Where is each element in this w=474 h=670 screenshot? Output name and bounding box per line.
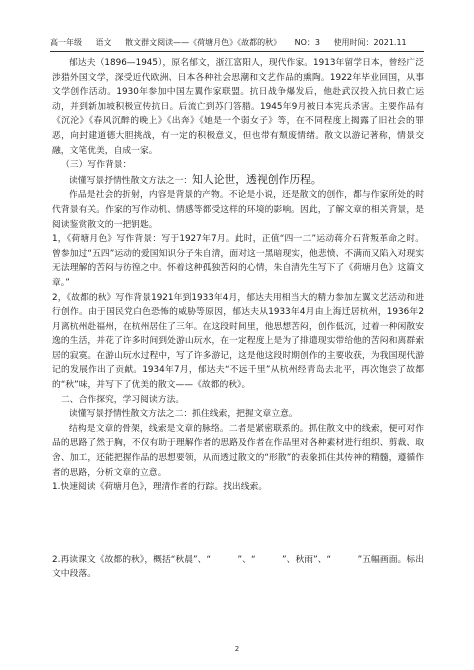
page-number: 2	[234, 645, 240, 653]
method1-main: 知人论世，透视创作历程。	[192, 172, 322, 186]
author-intro-paragraph: 郁达夫（1896—1945），原名郁文，浙江富阳人，现代作家。1913年留学日本，曾经广泛涉猎外国文学，深受近代欧洲、日本各种社会思潮和文艺作品的熏陶。1922年毕业回国，从事文学创作活动。1930年参加中国左翼作家联盟。抗日战争爆发后，他赴武汉投入抗日救亡运动，并到新加坡积极宣传抗日。后流亡到苏门答腊。1945年9月被日本宪兵杀害。主要作品有《沉沦》《春风沉醉的晚上》《出奔》《她是一个弱女子》等，在不同程度上揭露了旧社会的罪恶，向封建道德大胆挑战，有一定的积极意义，但也带有颓废情绪。散文以游记著称，情景交融，文笔优美，自成一家。	[52, 58, 424, 156]
background-hetang: 1，《荷塘月色》写作背景：写于1927年7月。此时，正值“四一二”运动蒋介石背叛革命之时。曾参加过“五四”运动的爱国知识分子朱自清，面对这一黑暗现实，他悲愤、不满而又陷入对现实无法理解的苦闷与彷徨之中。怀着这种孤独苦闷的心情，朱自清先生写下了《荷塘月色》这篇文章。”	[52, 234, 424, 288]
background-gudu: 2，《故都的秋》写作背景1921年到1933年4月，郁达夫用相当大的精力参加左翼文艺活动和进行创作。由于国民党白色恐怖的威胁等原因，郁达夫从1933年4月由上海迁居杭州，1936年2月离杭州赴福州，在杭州居住了三年。在这段时间里，他思想苦闷，创作低沉，过着一种闲散安逸的生活，并花了许多时间到处游山玩水，在一定程度上是为了排遣现实带给他的苦闷和离群索居的寂寞。在游山玩水过程中，写了许多游记，这是他这段时期创作的主要收获，为我国现代游记的发展作出了贡献。1934年7月，郁达夫“不远千里”从杭州经青岛去北平，再次饱尝了故都的“秋”味，并写下了优美的散文——《故都的秋》。	[52, 292, 424, 391]
header-grade: 高一年级	[50, 38, 82, 47]
header-lesson: 散文群文阅读——《荷塘月色》《故都的秋》	[125, 38, 282, 47]
question-1: 1.快速阅读《荷塘月色》，理清作者的行踪。找出线索。	[52, 482, 268, 493]
question-2: 2.再读课文《故都的秋》，概括“秋晨”、“ ”、“ ”、秋雨”、“ ”五幅画面。标出文中段落。	[52, 554, 424, 580]
answer-space-1	[52, 495, 424, 553]
section3-title: （三）写作背景：	[61, 160, 132, 171]
background-intro-paragraph: 作品是社会的折射，内容是背景的产物。不论是小说，还是散文的创作，都与作家所处的时代背景有关。作家的写作动机、情感等都受这样的环境的影响。因此，了解文章的相关背景，是阅读鉴赏散文的一把钥匙。	[52, 190, 424, 230]
header-date: 使用时间：2021.11	[333, 38, 407, 47]
document-body	[52, 56, 424, 582]
header-number: NO：3	[294, 38, 321, 47]
page-header	[50, 37, 424, 52]
method1-prefix: 读懂写景抒情性散文方法之一：	[69, 175, 193, 186]
method1-line	[52, 173, 424, 189]
section2-title: 二、合作探究，学习阅读方法。	[61, 394, 185, 405]
header-subject: 语文	[95, 38, 112, 47]
method2-line: 读懂写景抒情性散文方法之二：抓住线索，把握文章立意。	[69, 409, 298, 420]
method2-description: 结构是文章的骨架，线索是文章的脉络。二者是紧密联系的。抓住散文中的线索，便可对作品的思路了然于胸，不仅有助于理解作者的思路及作者在作品里对各种素材进行组织、剪裁、取舍、加工，还能把握作品的思想要领，从而透过散文的“形散”的表象抓住其传神的精髓，遵循作者的思路，分析文章的立意。	[52, 423, 424, 478]
